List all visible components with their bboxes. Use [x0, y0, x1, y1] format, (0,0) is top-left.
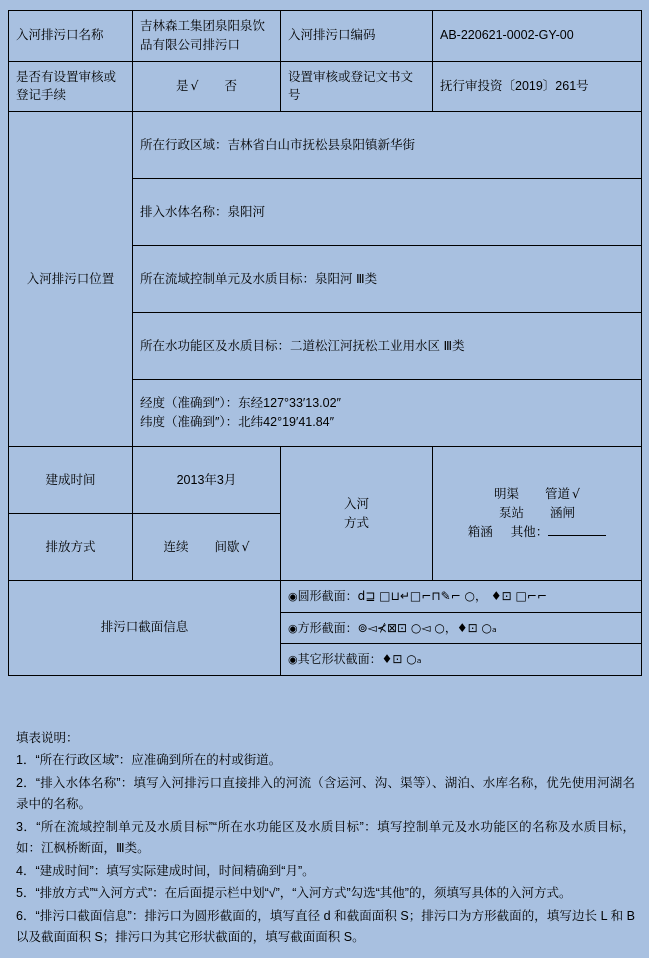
- approval-no-label: 否: [224, 78, 237, 93]
- doc-number-value: 抚行审投资〔2019〕261号: [433, 61, 642, 112]
- table-row-location-admin: [9, 112, 642, 179]
- way-culvert: 箱涵: [467, 524, 493, 539]
- way-pump: 泵站: [498, 506, 524, 521]
- table-row-section-circle: [9, 581, 642, 613]
- section-other-fields: ♦⊡ ○ₐ: [381, 652, 422, 666]
- outlet-code-value: AB-220621-0002-GY-00: [433, 11, 642, 62]
- way-pipe: 管道: [545, 487, 571, 502]
- table-row-outlet-name: [9, 11, 642, 62]
- inflow-way-row1: [440, 485, 634, 504]
- section-square-fields: ⊚◅⊀⊠⊡ ○◅ ○，♦⊡ ○ₐ: [357, 620, 497, 635]
- notes-item-6: 6．“排污口截面信息”：排污口为圆形截面的，填写直径 d 和截面面积 S；排污口为方形截面的，填写边长 L 和 B 以及截面面积 S；排污口为其它形状截面的，填写截面面积 S。: [16, 908, 635, 944]
- location-label: 入河排污口位置: [9, 112, 133, 447]
- other-bullet-icon: ◉: [288, 653, 298, 666]
- location-waterbody-value: 排入水体名称：泉阳河: [133, 179, 642, 246]
- approval-yes-label: 是: [176, 78, 189, 93]
- way-pipe-tick: √: [572, 486, 580, 502]
- table-row-approval: [9, 61, 642, 112]
- section-circle-row: [281, 581, 642, 613]
- build-time-label: 建成时间: [9, 447, 133, 514]
- section-circle-label: 圆形截面：: [297, 589, 358, 603]
- location-latitude: 纬度（准确到″）：北纬42°19′41.84″: [140, 415, 335, 429]
- approval-yes-tick: √: [190, 77, 199, 93]
- approval-label: 是否有设置审核或登记手续: [9, 61, 133, 112]
- inflow-way-label-line2: 方式: [343, 515, 369, 530]
- discharge-mode-label: 排放方式: [9, 514, 133, 581]
- discharge-intermittent-label: 间歇: [214, 539, 240, 554]
- outlet-name-label: 入河排污口名称: [9, 11, 133, 62]
- inflow-way-options: [433, 447, 642, 581]
- inflow-way-row2: [440, 504, 634, 523]
- section-circle-fields: d⊒ □⊔↵□⌐⊓✎⌐ ○， ♦⊡ □⌐⌐: [357, 589, 547, 603]
- notes-title: 填表说明：: [16, 730, 79, 745]
- notes-item-1: 1．“所在行政区域”：应准确到所在的村或街道。: [16, 753, 282, 767]
- section-square-row: [281, 612, 642, 644]
- notes-item-3: 3．“所在流域控制单元及水质目标”“所在水功能区及水质目标”：填写控制单元及水功能区的名称及水质目标，如：江枫桥断面，Ⅲ类。: [16, 819, 635, 855]
- discharge-continuous-label: 连续: [163, 539, 189, 554]
- notes-item-2: 2．“排入水体名称”：填写入河排污口直接排入的河流（含运河、沟、渠等）、湖泊、水库名称，优先使用河湖名录中的名称。: [16, 775, 635, 811]
- section-info-label: 排污口截面信息: [9, 581, 281, 676]
- inflow-way-label: [281, 447, 433, 581]
- location-coordinates: [133, 380, 642, 447]
- outlet-name-value: 吉林森工集团泉阳泉饮品有限公司排污口: [133, 11, 281, 62]
- location-longitude: 经度（准确到″）：东经127°33′13.02″: [140, 396, 341, 411]
- section-square-label: 方形截面：: [297, 620, 358, 635]
- notes-item-4: 4．“建成时间”：填写实际建成时间，时间精确到“月”。: [16, 863, 315, 878]
- form-notes: [8, 728, 641, 949]
- way-culvert-gate: 涵闸: [550, 506, 576, 521]
- table-row-build-time: [9, 447, 642, 514]
- way-open-channel: 明渠: [494, 487, 520, 502]
- notes-item-5: 5．“排放方式”“入河方式”：在后面提示栏中划“√”，“入河方式”勾选“其他”的，须填写具体的入河方式。: [16, 886, 572, 900]
- section-other-label: 其它形状截面：: [297, 652, 382, 666]
- location-admin-value: 所在行政区域：吉林省白山市抚松县泉阳镇新华街: [133, 112, 642, 179]
- section-other-row: [281, 644, 642, 676]
- discharge-mode-options: [133, 514, 281, 581]
- build-time-value: 2013年3月: [133, 447, 281, 514]
- circle-bullet-icon: ◉: [288, 590, 298, 603]
- outlet-registration-form: [8, 10, 642, 676]
- way-other: 其他：: [510, 524, 549, 539]
- inflow-way-label-line1: 入河: [343, 496, 369, 511]
- square-bullet-icon: ◉: [288, 621, 298, 635]
- location-control-unit-value: 所在流域控制单元及水质目标：泉阳河 Ⅲ类: [133, 246, 642, 313]
- inflow-way-row3: [440, 523, 634, 542]
- way-other-input[interactable]: [548, 535, 606, 536]
- doc-number-label: 设置审核或登记文书文号: [281, 61, 433, 112]
- discharge-intermittent-tick: √: [241, 538, 250, 554]
- approval-options: [133, 61, 281, 112]
- outlet-code-label: 入河排污口编码: [281, 11, 433, 62]
- location-function-zone-value: 所在水功能区及水质目标：二道松江河抚松工业用水区 Ⅲ类: [133, 313, 642, 380]
